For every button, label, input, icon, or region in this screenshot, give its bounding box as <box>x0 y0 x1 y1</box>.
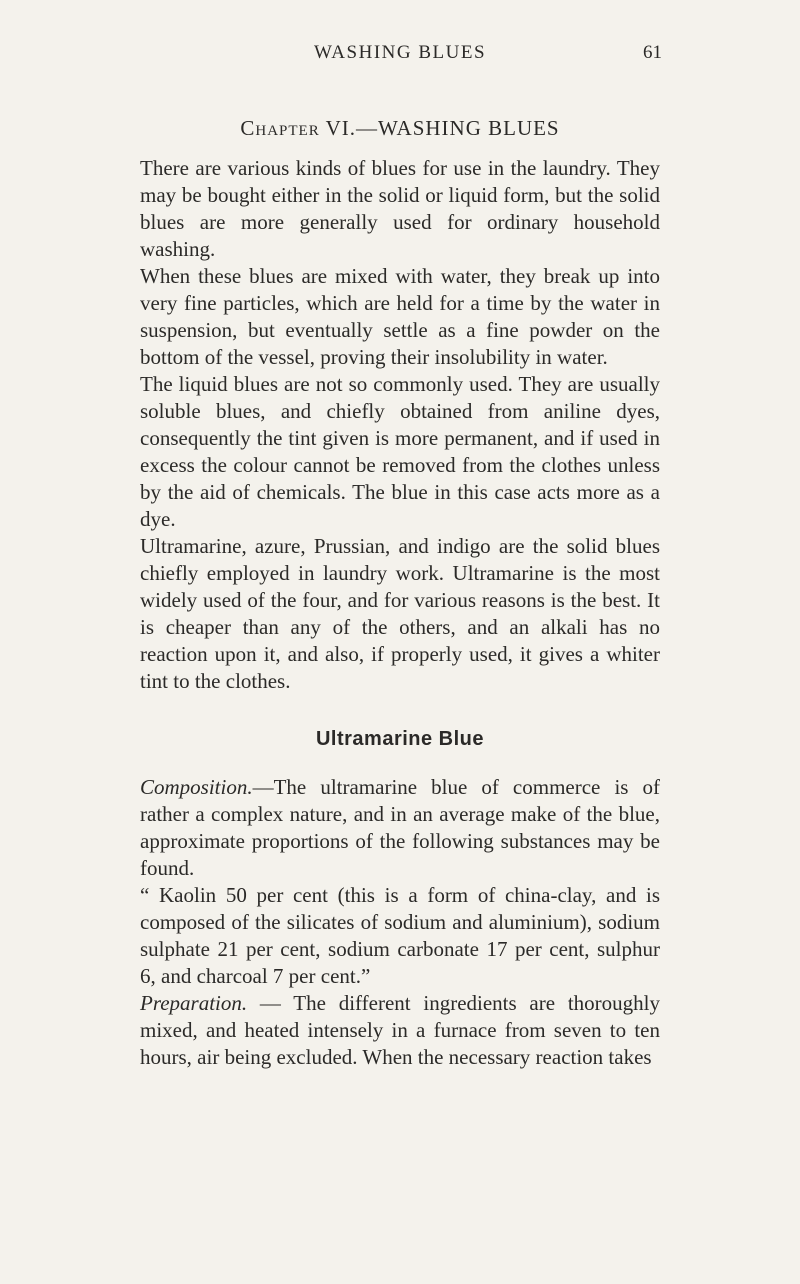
paragraph-1: There are various kinds of blues for use in the laundry. They may be bought either in the solid or liquid form, but the solid blues are more generally used for ordinary household washing. <box>140 156 660 261</box>
chapter-body <box>140 155 660 695</box>
composition-paragraph <box>140 774 660 882</box>
chapter-number: VI. <box>325 116 357 140</box>
chapter-heading <box>0 116 800 141</box>
section-body <box>140 774 660 1071</box>
preparation-text: — The different ingredients are thoroughly mixed, and heated intensely in a furnace from seven to ten hours, air being excluded. When the necessary reaction takes <box>140 991 660 1069</box>
preparation-label: Preparation. <box>140 991 248 1015</box>
running-head <box>0 42 800 72</box>
section-heading: Ultramarine Blue <box>315 728 485 750</box>
chapter-label: Chapter <box>240 116 320 140</box>
preparation-paragraph <box>140 990 660 1071</box>
page-number: 61 <box>643 42 662 63</box>
paragraph-2: When these blues are mixed with water, they break up into very fine particles, which are held for a time by the water in suspension, but eventually settle as a fine powder on the bottom of the vessel, proving their insolubility in water. <box>140 264 660 369</box>
chapter-title: —WASHING BLUES <box>356 116 560 140</box>
paragraph-3: The liquid blues are not so commonly used. They are usually soluble blues, and chiefly obtained from aniline dyes, consequently the tint given is more permanent, and if used in excess the colour cannot be removed from the clothes unless by the aid of chemicals. The blue in this case acts more as a dye. <box>140 372 660 531</box>
running-title: WASHING BLUES <box>313 42 487 63</box>
paragraph-4: Ultramarine, azure, Prussian, and indigo are the solid blues chiefly employed in laundry work. Ultramarine is the most widely used of the four, and for various reasons is the best. It is cheaper than any of the others, and an alkali has no reaction upon it, and also, if properly used, it gives a whiter tint to the clothes. <box>140 534 660 693</box>
composition-label: Composition. <box>140 775 253 799</box>
quote-paragraph: “ Kaolin 50 per cent (this is a form of china-clay, and is composed of the silicates of sodium and aluminium), sodium sulphate 21 per cent, sodium carbonate 17 per cent, sulphur 6, and charcoal 7 per cent.” <box>140 883 660 988</box>
composition-text: —The ultramarine blue of commerce is of rather a complex nature, and in an average make of the blue, approximate proportions of the following substances may be found. <box>140 775 660 880</box>
